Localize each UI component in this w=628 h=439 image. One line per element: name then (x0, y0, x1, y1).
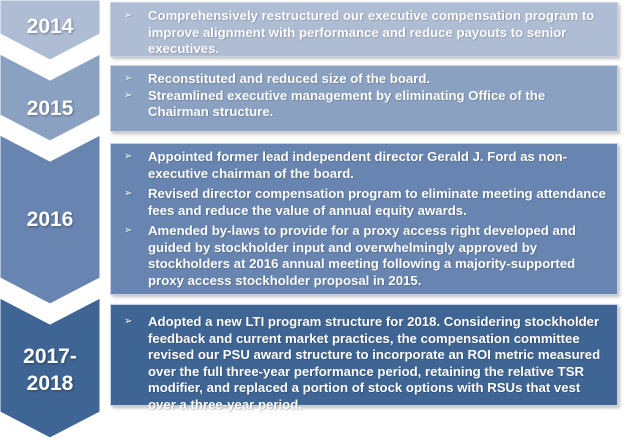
arrowhead-bullet-icon: ➢ (124, 151, 133, 162)
list-item-text: Amended by-laws to provide for a proxy access right developed and guided by stockholder input and overwhelmingly approved by stockholders at 2016 annual meeting following a majority-supported proxy access stockholder proposal in 2015. (148, 223, 576, 288)
year-label-2016: 2016 (26, 208, 74, 231)
list-item-text: Revised director compensation program to eliminate meeting attendance fees and reduce the value of annual equity awards. (148, 186, 607, 218)
arrowhead-bullet-icon: ➢ (124, 225, 133, 236)
row-box-2014 (110, 2, 618, 57)
bullet-list-2015 (121, 71, 607, 121)
arrowhead-bullet-icon: ➢ (124, 316, 133, 327)
list-item (121, 88, 607, 121)
list-item (121, 71, 607, 88)
arrowhead-bullet-icon: ➢ (124, 73, 133, 84)
row-box-2017-2018 (110, 304, 618, 412)
list-item (121, 223, 607, 289)
list-item-text: Reconstituted and reduced size of the board. (148, 71, 431, 86)
bullet-list-2016 (121, 149, 607, 289)
arrowhead-bullet-icon: ➢ (124, 89, 133, 101)
list-item (121, 149, 607, 182)
list-item (121, 314, 607, 413)
list-item (121, 186, 607, 219)
year-label-2014: 2014 (26, 15, 74, 38)
list-item-text: Appointed former lead independent director Gerald J. Ford as non-executive chairman of the board. (148, 149, 568, 181)
year-label-2017-2018 (0, 343, 100, 397)
row-box-2016 (110, 143, 618, 295)
list-item-text: Streamlined executive management by eliminating Office of the Chairman structure. (148, 87, 546, 119)
arrowhead-bullet-icon: ➢ (124, 10, 133, 21)
list-item-text: Comprehensively restructured our executive compensation program to improve alignment with performance and reduce payouts to senior executives. (148, 8, 595, 56)
bullet-list-2014 (121, 8, 607, 58)
year-label-2017-2018-text: 2017- 2018 (23, 345, 77, 395)
list-item (121, 8, 607, 58)
arrowhead-bullet-icon: ➢ (124, 188, 133, 199)
list-item-text: Adopted a new LTI program structure for 2018. Considering stockholder feedback and current market practices, the compensation committee revised our PSU award structure to incorporate an ROI metric measured over the full three-year performance period, retaining the relative TSR modifier, and replaced a portion of stock options with RSUs that vest over a three-year period. (148, 314, 601, 412)
year-label-2015: 2015 (26, 97, 74, 120)
row-box-2015 (110, 65, 618, 132)
bullet-list-2017-2018 (121, 314, 607, 413)
